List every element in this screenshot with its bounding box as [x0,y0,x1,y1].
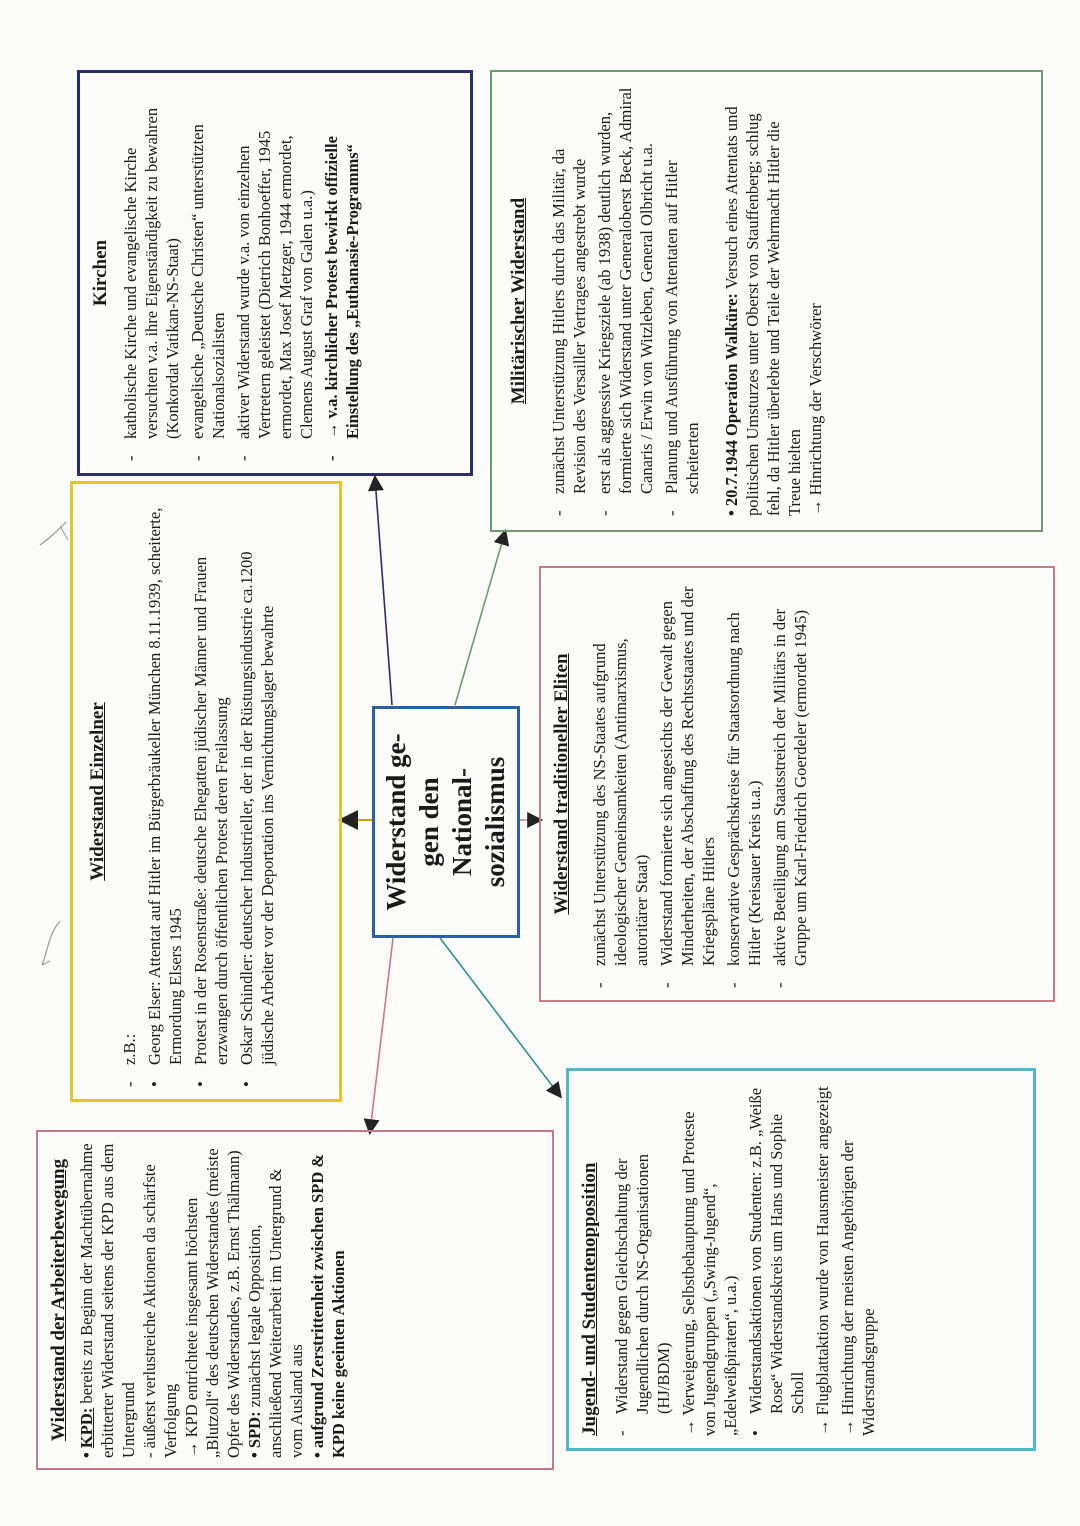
list-item: - aktiver Widerstand wurde v.a. von einzelnen Vertretern geleistet (Dietrich Bonhoeffer, 1945 ermordet, Max Josef Metzger, 1944 ermordet, Clemens August Graf von Galen u.a.) [234,130,316,461]
jugend-title: Jugend- und Studentenopposition [579,1162,600,1436]
walkuere-head: 20.7.1944 Operation Walküre: [722,293,741,507]
kpd-text: bereits zu Beginn der Machtübernahme erbitterter Widerstand seitens der KPD aus dem Untergrund [77,1143,138,1458]
arrow-to-kirchen [375,478,392,705]
arrow-to-militaer [455,532,505,705]
eliten-title: Widerstand traditioneller Eliten [551,653,572,915]
eliten-list [589,580,811,988]
einzelner-list [119,496,278,1087]
kpd-head: KPD: [77,1407,96,1449]
list-item: → Verweigerung, Selbstbehauptung und Proteste von Jugendgruppen („Swing-Jugend“, „Edelweißpiraten“, u.a.) [679,1111,740,1436]
jugend-box [566,1068,1036,1451]
walkuere-end: → Hinrichtung der Verschwörer [806,303,825,516]
list-item: - → v.a. kirchlicher Protest bewirkt offizielle Einstellung des „Euthanasie-Programms“ [322,136,362,461]
kirchen-list [120,85,363,461]
arbeiter-title: Widerstand der Arbeiterbewegung [48,1158,69,1442]
eliten-box [539,566,1055,1002]
spd-text: zunächst legale Opposition, anschließend Weiterarbeit im Untergrund & vom Ausland aus [245,1168,306,1458]
militaer-box [490,70,1043,532]
walkuere-text: Versuch eines Attentats und politischen Umsturzes unter Oberst von Stauffenberg; schlug fehl, da Hitler überlebte und Teile der Wehrmacht Hitler die Treue hielten [722,106,804,516]
arrow-to-arbeiter [370,938,393,1132]
pencil-scribble-icon [20,905,80,975]
kpd-paragraph: • KPD: bereits zu Beginn der Machtübernahme erbitterter Widerstand seitens der KPD aus dem Untergrund [77,1143,138,1458]
list-item: - erst als aggressive Kriegsziele (ab 1938) deutlich wurden, formierte sich Widerstand unter Generaloberst Beck, Admiral Canaris / Erwin von Witzleben, General Olbricht u.a. [595,87,656,516]
kpd-line-2: - äußerst verlustreiche Aktionen da schärfste Verfolgung [140,1164,180,1458]
spd-head: SPD: [245,1411,264,1449]
list-item: → Flugblattaktion wurde von Hausmeister angezeigt [813,1086,832,1436]
list-item: • Widerstandsaktionen von Studenten: z.B. „Weiße Rose“ Widerstandskreis um Hans und Sophie Scholl [746,1087,807,1436]
center-title: Widerstand ge- gen den National- sozialismus [381,733,510,911]
list-item: - Planung und Ausführung von Attentaten auf Hitler scheiterten [662,160,702,516]
list-item: - z.B.: [120,1033,139,1087]
list-item: - katholische Kirche und evangelische Kirche versuchten v.a. ihre Eigenständigkeit zu bewahren (Konkordat Vatikan-NS-Staat) [121,107,182,461]
einzelner-title: Widerstand Einzelner [87,702,108,881]
spd-paragraph: • SPD: zunächst legale Opposition, anschließend Weiterarbeit im Untergrund & vom Ausland aus [245,1168,306,1458]
jugend-list [611,1083,879,1436]
split-paragraph: • aufgrund Zerstrittenheit zwischen SPD & KPD keine geeinten Aktionen [308,1153,348,1458]
list-item: - zunächst Unterstützung des NS-Staates aufgrund ideologischer Gemeinsamkeiten (Antimarxismus, autoritärer Staat) [590,638,651,988]
list-item: - aktive Beteiligung am Staatsstreich der Militärs in der Gruppe um Karl-Friedrich Goerdeler (ermordet 1945) [770,609,810,988]
einzelner-box [70,481,342,1102]
list-item: - konservative Gesprächskreise für Staatsordnung nach Hitler (Kreisauer Kreis u.a.) [724,612,764,988]
list-item: • Protest in der Rosenstraße: deutsche Ehegatten jüdischer Männer und Frauen erzwangen durch öffentlichen Protest deren Freilassung [191,556,231,1087]
list-item: • Georg Elser: Attentat auf Hitler im Bürgerbräukeller München 8.11.1939, scheiterte, Ermordung Elsers 1945 [145,507,185,1087]
list-item: - Widerstand formierte sich angesichts der Gewalt gegen Minderheiten, der Abschaffung des Rechtsstaates und der Kriegspläne Hitlers [657,586,718,988]
pencil-scribble-icon [20,500,80,560]
list-item: - zunächst Unterstützung Hitlers durch das Militär, da Revision des Versailler Vertrages angestrebt wurde [549,148,589,516]
arbeiter-box [36,1130,554,1470]
militaer-title: Militärischer Widerstand [508,197,529,405]
list-item: • Oskar Schindler: deutscher Industrieller, der in der Rüstungsindustrie ca.1200 jüdische Arbeiter vor der Deportation ins Vernichtungslager bewahrte [237,551,277,1087]
kirchen-box [77,70,473,476]
split-text: aufgrund Zerstrittenheit zwischen SPD & KPD keine geeinten Aktionen [308,1153,348,1458]
kirchen-title: Kirchen [90,239,111,307]
list-item: - Widerstand gegen Gleichschaltung der Jugendlichen durch NS-Organisationen (HJ/BDM) [612,1154,673,1436]
walkuere-paragraph: • 20.7.1944 Operation Walküre: Versuch eines Attentats und politischen Umsturzes unter Oberst von Stauffenberg; schlug fehl, da Hitler überlebte und Teile der Wehrmacht Hitler die Treue hielten [722,106,804,516]
kpd-line-3: → KPD entrichtete insgesamt höchsten „Blutzoll“ des deutschen Widerstandes (meiste Opfer des Widerstandes, z.B. Ernst Thälmann) [182,1148,243,1458]
list-item: → Hinrichtung der meisten Angehörigen der Widerstandsgruppe [838,1140,878,1436]
militaer-list [548,86,703,516]
list-item: - evangelische „Deutsche Christen“ unterstützten Nationalsozialisten [188,124,228,461]
center-box [372,706,520,938]
